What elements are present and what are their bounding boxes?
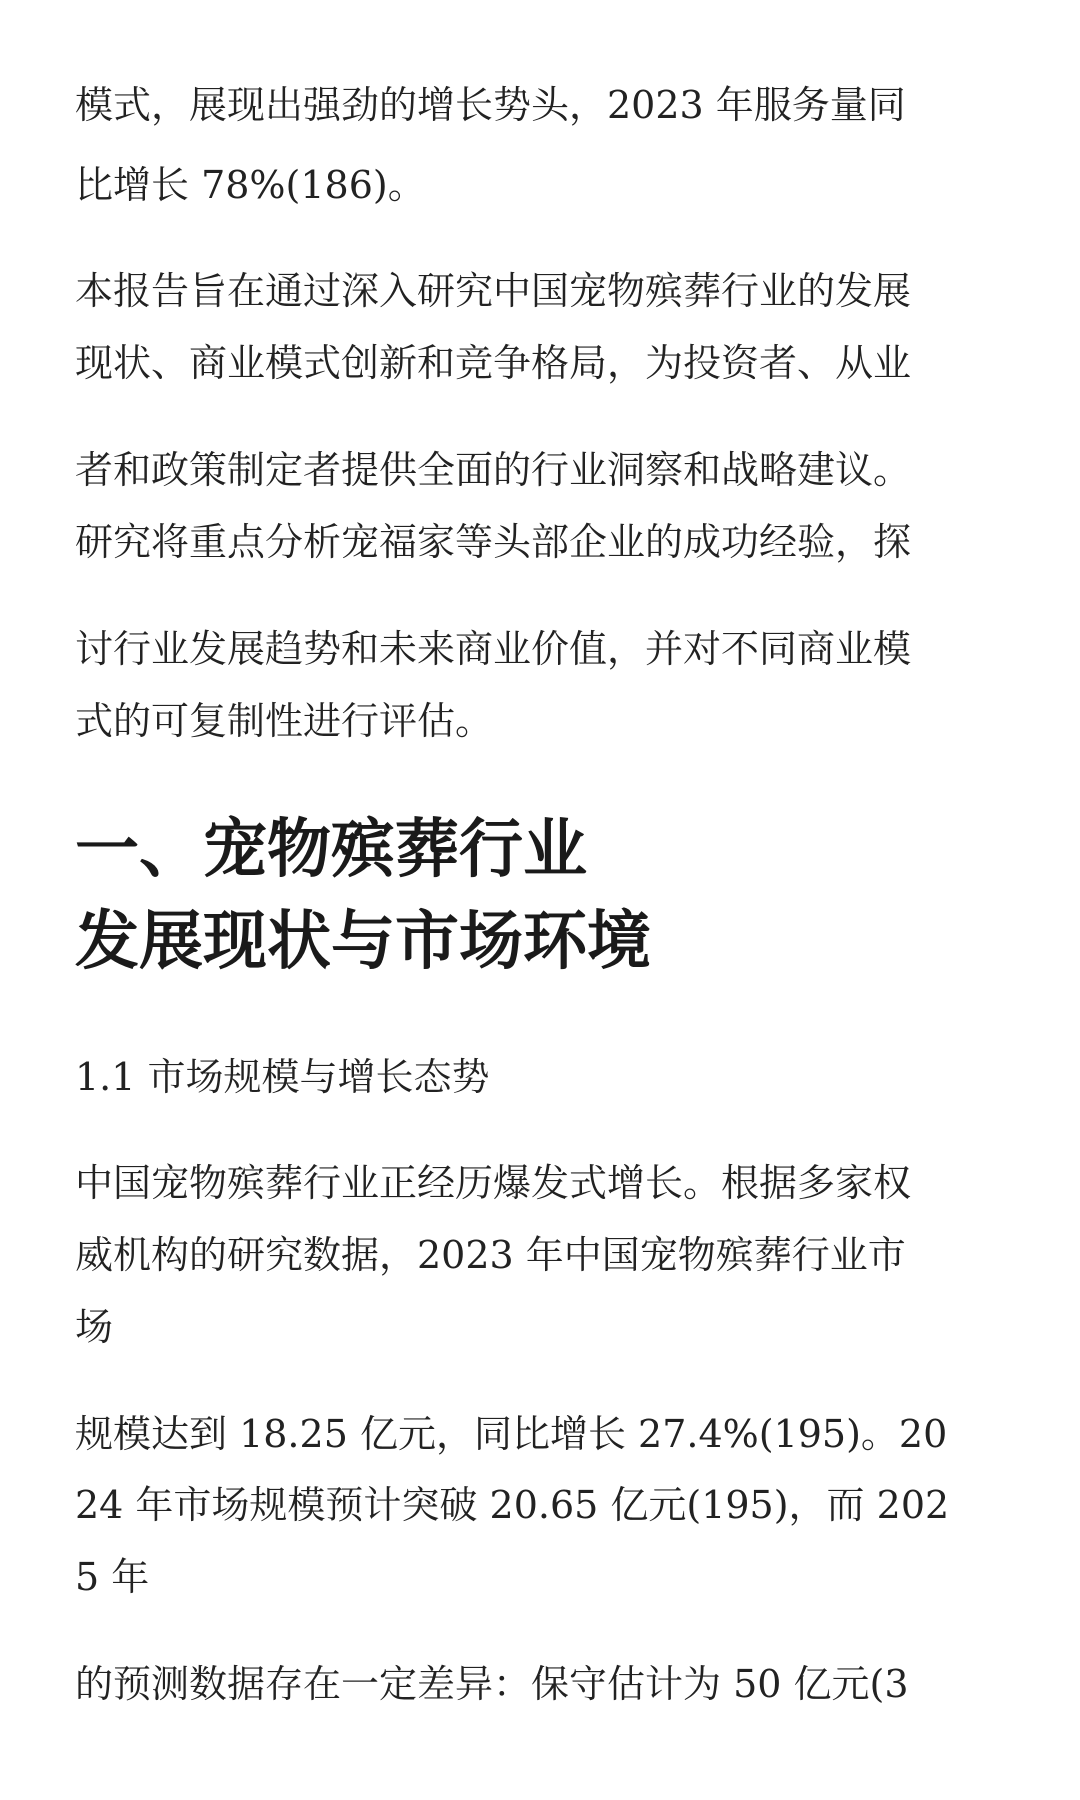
text-line: 规模达到 18.25 亿元，同比增长 27.4%(195)。20 (75, 1412, 948, 1456)
text-line: 模式，展现出强劲的增长势头，2023 年服务量同 (75, 83, 906, 127)
text-line: 比增长 78%(186)。 (75, 163, 426, 207)
text-line: 24 年市场规模预计突破 20.65 亿元(195)，而 202 (75, 1483, 950, 1527)
text-line: 现状、商业模式创新和竞争格局，为投资者、从业 (75, 341, 912, 385)
text-line: 5 年 (75, 1555, 150, 1599)
text-line: 场 (75, 1305, 114, 1349)
section-heading-line: 发展现状与市场环境 (75, 904, 651, 979)
text-line: 中国宠物殡葬行业正经历爆发式增长。根据多家权 (75, 1161, 912, 1205)
text-line: 的预测数据存在一定差异：保守估计为 50 亿元(3 (75, 1662, 909, 1706)
text-line: 威机构的研究数据，2023 年中国宠物殡葬行业市 (75, 1233, 906, 1277)
text-line: 式的可复制性进行评估。 (75, 699, 494, 743)
subsection-heading: 1.1 市场规模与增长态势 (75, 1055, 490, 1099)
section-heading-line: 一、宠物殡葬行业 (75, 812, 587, 887)
text-line: 本报告旨在通过深入研究中国宠物殡葬行业的发展 (75, 269, 912, 313)
text-line: 研究将重点分析宠福家等头部企业的成功经验，探 (75, 520, 912, 564)
text-line: 者和政策制定者提供全面的行业洞察和战略建议。 (75, 448, 912, 492)
text-line: 讨行业发展趋势和未来商业价值，并对不同商业模 (75, 627, 912, 671)
